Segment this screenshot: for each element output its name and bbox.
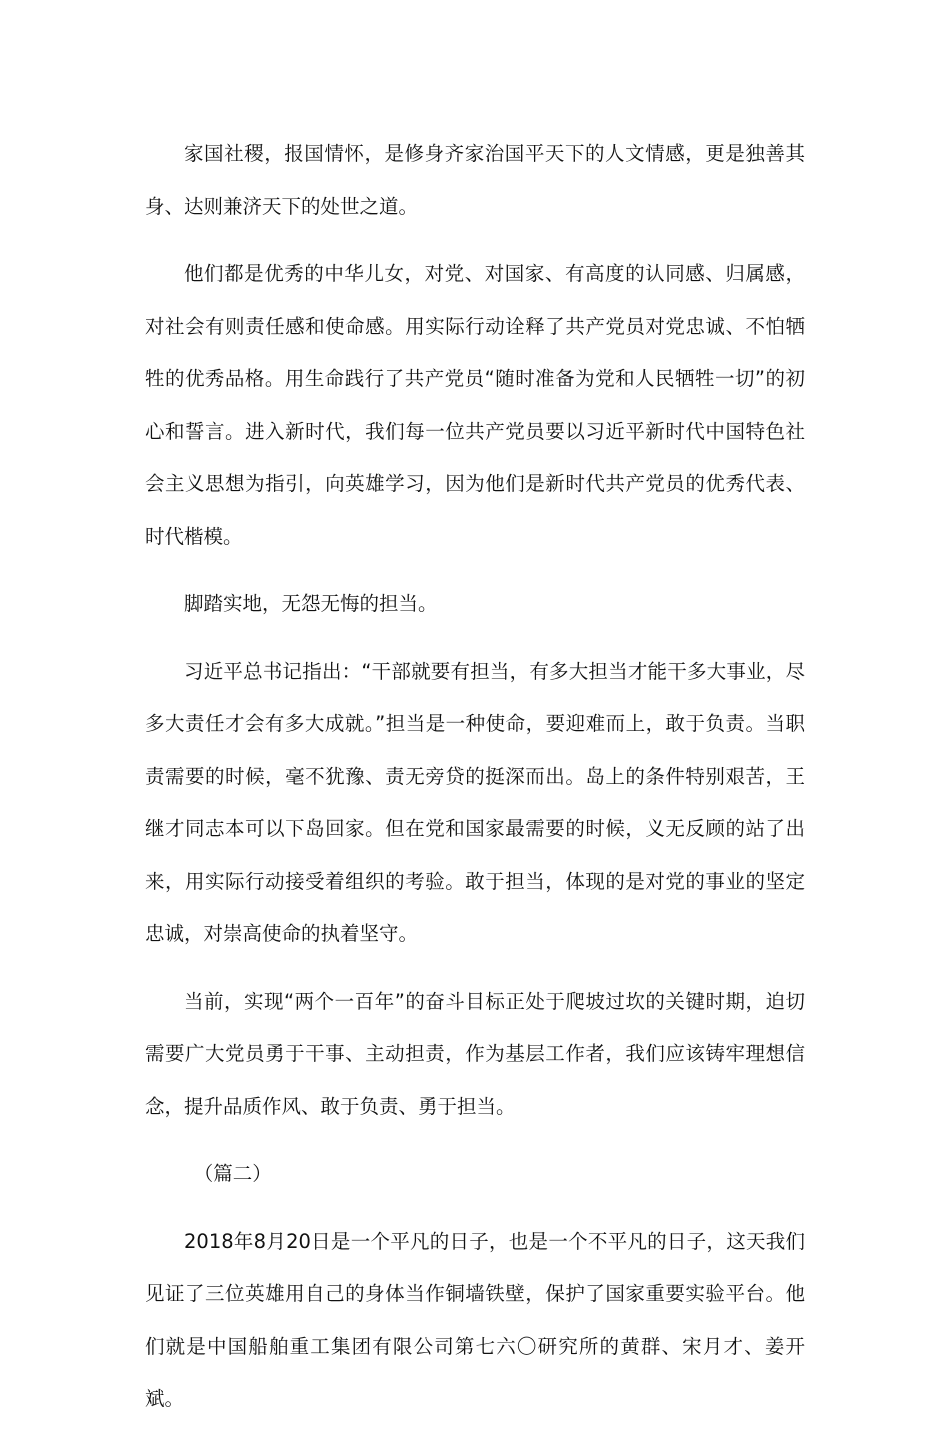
paragraph-subheading-responsibility: 脚踏实地，无怨无悔的担当。 — [184, 592, 438, 615]
paragraph-heroes: 他们都是优秀的中华儿女，对党、对国家、有高度的认同感、归属感，对社会有则责任感和使命感。用实际行动诠释了共产党员对党忠诚、不怕牺牲的优秀品格。用生命践行了共产党员“随时准备为党和人民牺牲一切”的初心和誓言。进入新时代，我们每一位共产党员要以习近平新时代中国特色社会主义思想为指引，向英雄学习，因为他们是新时代共产党员的优秀代表、时代楷模。 — [145, 262, 805, 548]
paragraph-current-goals: 当前，实现“两个一百年”的奋斗目标正处于爬坡过坎的关键时期，迫切需要广大党员勇于干事、主动担责，作为基层工作者，我们应该铸牢理想信念，提升品质作风、敢于负责、勇于担当。 — [145, 989, 805, 1118]
document-body — [145, 128, 805, 1441]
paragraph-august-20: 2018年8月20日是一个平凡的日子，也是一个不平凡的日子，这天我们见证了三位英雄用自己的身体当作铜墙铁壁，保护了国家重要实验平台。他们就是中国船舶重工集团有限公司第七六〇研究所的黄群、宋月才、姜开斌。 — [145, 1229, 805, 1410]
paragraph-patriotism: 家国社稷，报国情怀，是修身齐家治国平天下的人文情感，更是独善其身、达则兼济天下的处世之道。 — [145, 142, 805, 218]
paragraph-xi-quote: 习近平总书记指出：“干部就要有担当，有多大担当才能干多大事业，尽多大责任才会有多大成就。”担当是一种使命，要迎难而上，敢于负责。当职责需要的时候，毫不犹豫、责无旁贷的挺深而出。岛上的条件特别艰苦，王继才同志本可以下岛回家。但在党和国家最需要的时候，义无反顾的站了出来，用实际行动接受着组织的考验。敢于担当，体现的是对党的事业的坚定忠诚，对崇高使命的执着坚守。 — [145, 659, 805, 945]
section-heading-part-two: （篇二） — [193, 1162, 272, 1185]
